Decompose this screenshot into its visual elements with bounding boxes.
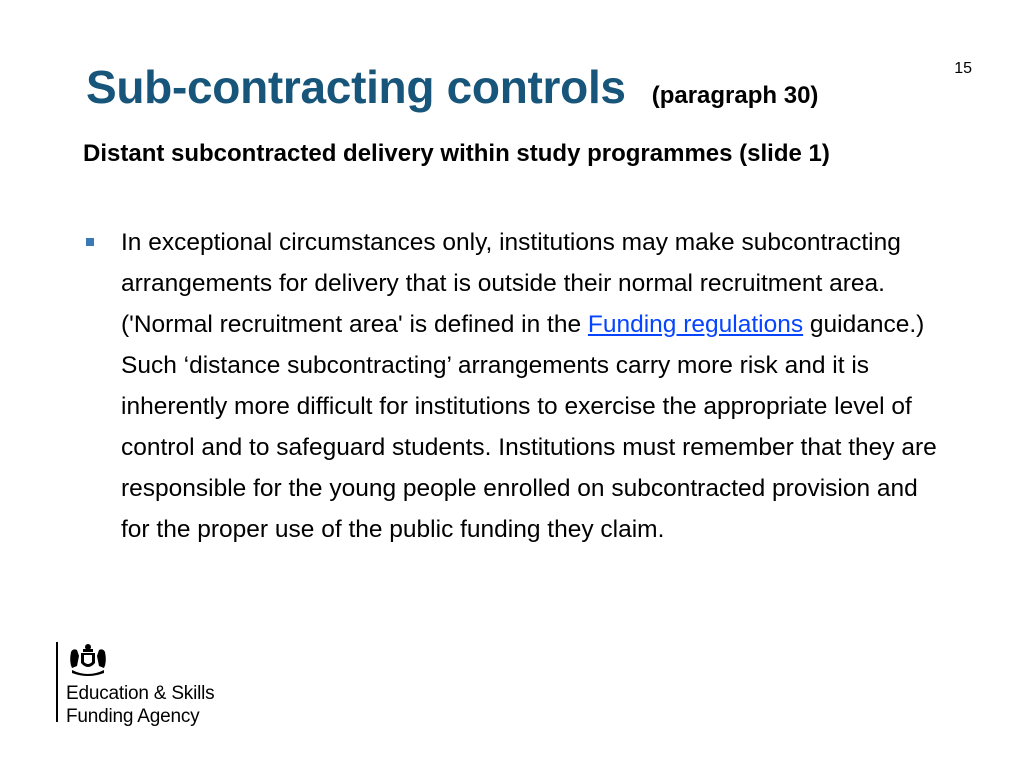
royal-crest-icon bbox=[68, 642, 108, 676]
bullet-text bbox=[121, 222, 941, 550]
logo-line-2: Funding Agency bbox=[66, 706, 200, 727]
subtitle: Distant subcontracted delivery within study programmes (slide 1) bbox=[83, 140, 830, 167]
logo-rule bbox=[56, 642, 58, 722]
page-number: 15 bbox=[954, 60, 972, 77]
funding-regulations-link[interactable]: Funding regulations bbox=[587, 311, 804, 338]
title-row bbox=[86, 60, 818, 114]
agency-logo bbox=[56, 642, 214, 728]
bullet-text-part2: guidance.) Such ‘distance subcontracting’ arrangements carry more risk and it is inherently more difficult for institutions to exercise the appropriate level of control and to safeguard students. Institutions must remember that they are responsible for the young people enrolled on subcontracted provision and for the proper use of the public funding they claim. bbox=[121, 311, 937, 543]
bullet-text-part1: In exceptional circumstances only, institutions may make subcontracting arrangements for delivery that is outside their normal recruitment area. ('Normal recruitment area' is defined in the bbox=[121, 229, 901, 338]
title-paragraph-ref: (paragraph 30) bbox=[651, 82, 819, 109]
page-title: Sub-contracting controls bbox=[86, 61, 626, 113]
logo-line-1: Education & Skills bbox=[66, 683, 215, 704]
logo-right bbox=[66, 642, 214, 728]
bullet-item bbox=[83, 222, 943, 550]
square-bullet-icon bbox=[86, 238, 94, 246]
